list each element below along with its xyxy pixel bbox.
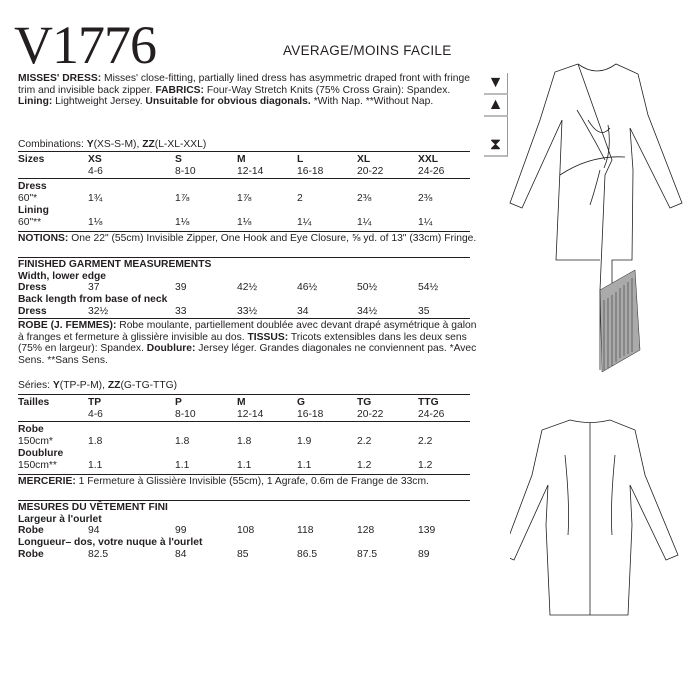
measurement-heading	[18, 294, 478, 306]
cell: 33½	[237, 305, 258, 317]
yardage-row	[18, 193, 478, 205]
measurement-row	[18, 525, 478, 537]
cell: 54½	[418, 282, 439, 294]
cell: 1⅞	[175, 192, 190, 204]
cell: Dress	[18, 305, 47, 317]
cell: 2	[297, 192, 303, 204]
cell: Largeur à l'ourlet	[18, 513, 102, 525]
cell: Robe	[18, 548, 44, 560]
cell: 1.1	[175, 460, 190, 471]
cell: Back length from base of neck	[18, 293, 168, 305]
cell: 60"*	[18, 192, 38, 204]
measurements-title	[18, 259, 478, 271]
cell: 1.2	[357, 460, 372, 471]
cell: 20-22	[357, 408, 384, 420]
cell: 89	[418, 548, 430, 560]
cell: 99	[175, 525, 187, 537]
yardage-row	[18, 436, 478, 448]
cell: 87.5	[357, 548, 378, 560]
cell: 1.1	[237, 460, 252, 471]
size-header-row	[18, 154, 478, 166]
cell: Tailles	[18, 397, 50, 408]
cell: 16-18	[297, 408, 324, 420]
cell: Longueur– dos, votre nuque à l'ourlet	[18, 536, 203, 548]
yardage-label	[18, 205, 478, 217]
cell: 150cm**	[18, 460, 57, 471]
cell: 1¼	[357, 217, 372, 228]
cell: 34	[297, 305, 309, 317]
cell: Robe	[18, 424, 44, 436]
cell: 2⅜	[418, 192, 433, 204]
cell: G	[297, 397, 306, 408]
cell: 86.5	[297, 548, 318, 560]
description-en: MISSES' DRESS: Misses' close-fitting, partially lined dress has asymmetric draped front with fringe trim and invisible back zipper. FABRICS: Four-Way Stretch Knits (75% Cross Grain): Spandex. Lining: Lightweight Jersey. Unsuitable for obvious diagonals. *With Nap. **Without Nap.	[18, 73, 470, 108]
cell: 8-10	[175, 408, 196, 420]
cell: P	[175, 397, 182, 408]
cell: 84	[175, 548, 187, 560]
cell: Width, lower edge	[18, 270, 107, 282]
cell: XS	[88, 154, 102, 165]
cell: Sizes	[18, 154, 45, 165]
cell: 128	[357, 525, 375, 537]
cell: 20-22	[357, 165, 384, 177]
divider	[18, 151, 470, 152]
measurement-row	[18, 549, 478, 561]
cell: 60"**	[18, 217, 42, 228]
cell: TP	[88, 397, 102, 408]
size-range-row	[18, 166, 478, 178]
cell: L	[297, 154, 304, 165]
divider	[18, 257, 470, 258]
combinations-en: Combinations: Y(XS-S-M), ZZ(L-XL-XXL)	[18, 139, 207, 150]
cell: 12-14	[237, 165, 264, 177]
cell: 37	[88, 282, 100, 294]
hourglass-icon: ⧗	[484, 135, 508, 157]
cell: 1¼	[418, 217, 433, 228]
cell: 150cm*	[18, 435, 53, 447]
divider	[18, 318, 470, 319]
combinations-fr: Séries: Y(TP-P-M), ZZ(G-TG-TTG)	[18, 380, 178, 391]
yardage-label	[18, 181, 478, 193]
cell: Lining	[18, 205, 49, 217]
cell: 118	[297, 525, 314, 537]
cell: TG	[357, 397, 372, 408]
cell: 24-26	[418, 408, 445, 420]
measurements-title	[18, 502, 478, 514]
description-fr: ROBE (J. FEMMES): Robe moulante, partiellement doublée avec devant drapé asymétrique à galon à franges et fermeture à glissière invisible au dos. TISSUS: Tricots extensibles dans les deux sens (75% en largeur): Spandex. Doublure: Jersey léger. Grandes diagonales ne conviennent pas. *Avec Sens. **Sans Sens.	[18, 320, 477, 366]
cell: 1⅞	[237, 192, 252, 204]
cell: 1.1	[88, 460, 103, 471]
yardage-label	[18, 448, 478, 460]
difficulty-level: AVERAGE/MOINS FACILE	[283, 43, 452, 58]
cell: Dress	[18, 181, 47, 193]
divider	[18, 474, 470, 475]
cell: 2.2	[418, 435, 433, 447]
front-view-illustration	[500, 60, 700, 400]
cell: 34½	[357, 305, 378, 317]
cell: 1.8	[237, 435, 252, 447]
triangle-up-icon: ▲	[484, 95, 508, 117]
cell: 1⅛	[237, 217, 252, 228]
cell: MESURES DU VÊTEMENT FINI	[18, 502, 168, 514]
cell: 8-10	[175, 165, 196, 177]
cell: 1¾	[88, 192, 103, 204]
cell: 1⅛	[88, 217, 103, 228]
cell: 33	[175, 305, 187, 317]
notions: NOTIONS: One 22" (55cm) Invisible Zipper, One Hook and Eye Closure, ⅝ yd. of 13" (33cm) Fringe.	[18, 232, 477, 244]
cell: 1.1	[297, 460, 312, 471]
cell: 16-18	[297, 165, 324, 177]
cell: 42½	[237, 282, 258, 294]
measurement-row	[18, 282, 478, 294]
cell: XL	[357, 154, 371, 165]
cell: S	[175, 154, 182, 165]
divider	[18, 421, 470, 422]
cell: Robe	[18, 525, 44, 537]
cell: 85	[237, 548, 249, 560]
cell: 12-14	[237, 408, 264, 420]
divider	[18, 178, 470, 179]
cell: M	[237, 397, 246, 408]
measurement-heading	[18, 537, 478, 549]
cell: 1.8	[175, 435, 190, 447]
triangle-down-icon: ▼	[484, 73, 508, 95]
cell: Doublure	[18, 448, 64, 460]
cell: 4-6	[88, 165, 103, 177]
cell: 46½	[297, 282, 318, 294]
cell: 32½	[88, 305, 109, 317]
yardage-row	[18, 460, 478, 472]
cell: 2.2	[357, 435, 372, 447]
cell: 24-26	[418, 165, 445, 177]
cell: 94	[88, 525, 100, 537]
divider	[18, 500, 470, 501]
cell: 1⅛	[175, 217, 190, 228]
pattern-number: V1776	[14, 15, 156, 75]
measurement-heading	[18, 514, 478, 526]
measurement-heading	[18, 271, 478, 283]
cell: 2⅜	[357, 192, 372, 204]
cell: 82.5	[88, 548, 109, 560]
divider	[18, 394, 470, 395]
cell: FINISHED GARMENT MEASUREMENTS	[18, 259, 212, 271]
cell: 1.2	[418, 460, 433, 471]
cell: 108	[237, 525, 255, 537]
cell: 35	[418, 305, 430, 317]
back-view-illustration	[510, 415, 690, 695]
yardage-row	[18, 217, 478, 229]
cell: XXL	[418, 154, 439, 165]
cell: TTG	[418, 397, 439, 408]
size-range-row	[18, 409, 478, 421]
cell: Dress	[18, 282, 47, 294]
cell: 139	[418, 525, 436, 537]
notions: MERCERIE: 1 Fermeture à Glissière Invisible (55cm), 1 Agrafe, 0.6m de Frange de 33cm.	[18, 475, 429, 487]
measurement-row	[18, 306, 478, 318]
cell: M	[237, 154, 246, 165]
size-header-row	[18, 397, 478, 409]
cell: 4-6	[88, 408, 103, 420]
yardage-label	[18, 424, 478, 436]
divider	[18, 231, 470, 232]
cell: 39	[175, 282, 187, 294]
cell: 1¼	[297, 217, 312, 228]
cell: 1.9	[297, 435, 312, 447]
cell: 50½	[357, 282, 378, 294]
cell: 1.8	[88, 435, 103, 447]
